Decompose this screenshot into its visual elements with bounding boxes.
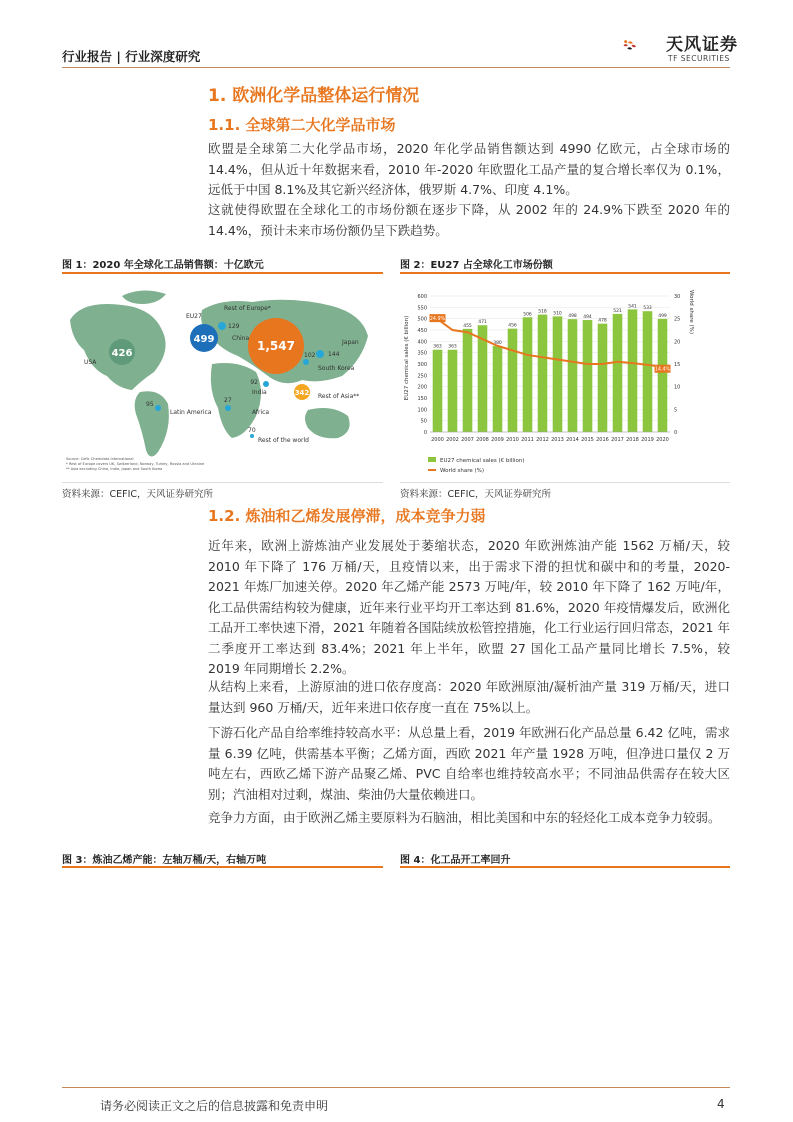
brand-logo-icon [622,26,666,66]
bar-2014 [568,319,578,432]
bar-2000 [433,350,443,432]
y-tick-label: 0 [423,430,427,436]
y-tick-label: 300 [417,362,427,368]
rest-of-world-value: 70 [248,427,256,434]
rest-of-asia-value: 342 [294,389,310,397]
section-1-heading: 1. 欧洲化学品整体运行情况 [208,86,420,106]
australia-shape [305,408,350,438]
rest-of-world-bubble [250,434,254,438]
bar-2018 [628,309,638,432]
x-tick-label: 2007 [461,437,474,443]
legend-bar-label: EU27 chemical sales (€ billion) [440,458,525,464]
figure-1-rule [62,272,383,274]
map-note: Source: Cefic Chemdata International [66,457,134,461]
bar-2007 [463,329,473,432]
x-tick-label: 2019 [641,437,654,443]
y-tick-label: 500 [417,316,427,323]
africa-label: Africa [252,409,270,416]
bar-2015 [583,320,593,432]
y-tick-label: 600 [417,294,427,300]
figure-2-rule [400,272,730,274]
usa-label: USA [84,359,97,366]
bar-value-label: 533 [643,306,652,312]
bar-value-label: 541 [628,304,637,310]
figure-1-source: 资料来源：CEFIC，天风证券研究所 [62,489,214,500]
rest-of-europe-bubble [218,322,226,330]
world-sales-map [62,280,383,480]
south-korea-value: 102 [304,352,316,359]
figure-1-bottom-rule [62,482,383,483]
figure-2-title: 图 2：EU27 占全球化工市场份额 [400,260,553,271]
bar-value-label: 380 [493,340,502,346]
x-tick-label: 2013 [551,437,564,443]
bar-value-label: 455 [463,323,472,329]
x-tick-label: 2000 [431,437,444,443]
rest-of-asia-label: Rest of Asia** [318,393,360,400]
eu27-market-share-chart [400,282,700,478]
figure-1-title: 图 1：2020 年全球化工品销售额：十亿欧元 [62,260,264,271]
y-tick-label: 400 [417,339,427,346]
usa-value: 426 [111,348,133,359]
y-tick-label: 350 [417,350,427,357]
bar-value-label: 456 [508,323,517,329]
x-tick-label: 2009 [491,437,504,443]
y-tick-label: 250 [417,373,427,380]
section-1-2-heading: 1.2. 炼油和乙烯发展停滞，成本竞争力弱 [208,507,486,525]
china-value: 1,547 [257,339,295,353]
figure-3-title: 图 3：炼油乙烯产能：左轴万桶/天，右轴万吨 [62,855,267,866]
y-tick-label: 100 [417,407,427,414]
rest-of-europe-label: Rest of Europe* [224,305,271,312]
y2-tick-label: 5 [674,407,678,414]
latin-america-value: 95 [146,401,154,408]
header-divider [62,67,730,68]
bar-value-label: 499 [658,313,667,319]
bar-value-label: 498 [568,314,577,320]
y2-tick-label: 25 [674,316,681,323]
eu27-label: EU27 [186,313,202,320]
bar-2002 [448,350,458,432]
annotation-first: 24.9% [429,317,446,323]
japan-label: Japan [342,339,359,346]
section-1-1-heading: 1.1. 全球第二大化学品市场 [208,116,396,134]
y-tick-label: 550 [417,305,427,312]
bar-value-label: 510 [553,311,562,317]
report-type-label: 行业报告 | 行业深度研究 [62,49,201,64]
latin-america-label: Latin America [170,409,212,416]
map-note: ** Asia excluding China, India, Japan and South Korea [66,467,163,471]
x-tick-label: 2011 [521,437,534,443]
africa-bubble [225,405,231,411]
bar-2013 [553,316,563,432]
y-tick-label: 150 [417,396,427,402]
y2-tick-label: 30 [674,294,681,300]
x-tick-label: 2008 [476,437,489,443]
y2-tick-label: 10 [674,384,681,391]
paragraph: 这就使得欧盟在全球化工的市场份额在逐步下降，从 2002 年的 24.9%下跌至 2020 年的 14.4%，预计未来市场份额仍呈下跌趋势。 [208,202,730,238]
x-tick-label: 2018 [626,437,639,443]
y-tick-label: 50 [420,418,427,425]
china-label: China [232,335,250,342]
bar-value-label: 363 [448,344,457,350]
figure-2-bottom-rule [400,482,730,483]
brand-name-cn: 天风证券 [666,35,738,55]
y2-tick-label: 20 [674,339,681,346]
chart-y2-label: World share (%) [688,289,694,335]
y-tick-label: 450 [417,328,427,334]
x-tick-label: 2017 [611,437,624,443]
bar-2012 [538,315,548,432]
x-tick-label: 2002 [446,437,459,443]
paragraph: 下游石化产品自给率维持较高水平：从总量上看，2019 年欧洲石化产品总量 6.42 亿吨，需求量 6.39 亿吨，供需基本平衡；乙烯方面，西欧 2021 年产量 1928 万吨，但净进口量仅 2 万吨左右，西欧乙烯下游产品聚乙烯、PVC 自给率也维持较高水平；不同油品供需存在较大区别；汽油相对过剩，煤油、柴油仍大量依赖进口。 [208,725,730,802]
bar-2016 [598,324,608,432]
chart-y-label: EU27 chemical sales (€ billion) [404,315,410,401]
india-label: India [252,389,267,396]
figure-4-rule [400,866,730,868]
brand-name-en: TF SECURITIES [668,54,730,63]
rest-of-europe-value: 129 [228,323,240,330]
south-korea-label: South Korea [318,365,355,372]
eu27-value: 499 [193,334,215,345]
south-korea-bubble [303,359,309,365]
paragraph: 从结构上来看，上游原油的进口依存度高：2020 年欧洲原油/凝析油产量 319 万桶/天，进口量达到 960 万桶/天，近年来进口依存度一直在 75%以上。 [208,679,730,715]
greenland-shape [122,290,166,304]
bar-value-label: 518 [538,309,547,315]
x-tick-label: 2012 [536,437,549,443]
bar-2020 [658,319,668,432]
figure-3-rule [62,866,383,868]
bar-value-label: 478 [598,318,607,324]
page-number: 4 [717,1097,725,1111]
bar-2009 [493,346,503,432]
bar-value-label: 363 [433,344,442,350]
bar-value-label: 521 [613,308,622,314]
figure-4-title: 图 4：化工品开工率回升 [400,855,511,866]
japan-bubble [316,350,324,358]
x-tick-label: 2010 [506,437,519,443]
x-tick-label: 2014 [566,437,579,443]
paragraph: 近年来，欧洲上游炼油产业发展处于萎缩状态，2020 年欧洲炼油产能 1562 万桶/天，较 2010 年下降了 176 万桶/天，且疫情以来，出于需求下滑的担忧和碳中和的考量，2020-2021 年炼厂加速关停。2020 年乙烯产能 2573 万吨/年，较 2010 年下降了 162 万吨/年，化工品供需结构较为健康，近年来行业平均开工率达到 81.6%，2020 年疫情爆发后，欧洲化工品开工率快速下滑，2021 年随着各国陆续放松管控措施，化工行业运行回归常态，2021 年二季度开工率达到 83.4%；2021 年上半年，欧盟 27 国化工品产量同比增长 7.5%，较 2019 年同期增长 2.2%。 [208,538,730,676]
map-note: * Rest of Europe covers UK, Switzerland, Norway, Turkey, Russia and Ukraine [66,462,205,466]
paragraph: 欧盟是全球第二大化学品市场，2020 年化学品销售额达到 4990 亿欧元，占全球市场的 14.4%，但从近十年数据来看，2010 年-2020 年欧盟化工品产量的复合增长率仅为 0.1%，远低于中国 8.1%及其它新兴经济体，俄罗斯 4.7%、印度 4.1%。 [208,141,730,197]
footer-disclaimer: 请务必阅读正文之后的信息披露和免责申明 [100,1099,329,1113]
y2-tick-label: 0 [674,430,678,436]
india-value: 92 [250,379,258,386]
y-tick-label: 200 [417,384,427,391]
japan-value: 144 [328,351,340,358]
bar-2011 [523,317,533,432]
latin-america-bubble [155,405,161,411]
x-tick-label: 2016 [596,437,609,443]
y2-tick-label: 15 [674,362,681,368]
paragraph: 竞争力方面，由于欧洲乙烯主要原料为石脑油，相比美国和中东的轻烃化工成本竞争力较弱。 [208,810,721,825]
bar-value-label: 471 [478,320,487,326]
x-tick-label: 2015 [581,437,594,443]
bar-2019 [643,311,653,432]
footer-divider [62,1087,730,1088]
rest-of-world-label: Rest of the world [258,437,309,444]
bar-value-label: 506 [523,312,532,318]
figure-2-source: 资料来源：CEFIC，天风证券研究所 [400,489,552,500]
legend-bar-swatch [428,457,436,462]
bar-2017 [613,314,623,432]
legend-line-label: World share (%) [440,468,485,474]
bar-value-label: 494 [583,315,592,321]
bar-2010 [508,329,518,432]
india-bubble [263,381,269,387]
africa-value: 27 [224,397,232,404]
annotation-last: 14.4% [654,367,671,373]
x-tick-label: 2020 [656,437,669,443]
